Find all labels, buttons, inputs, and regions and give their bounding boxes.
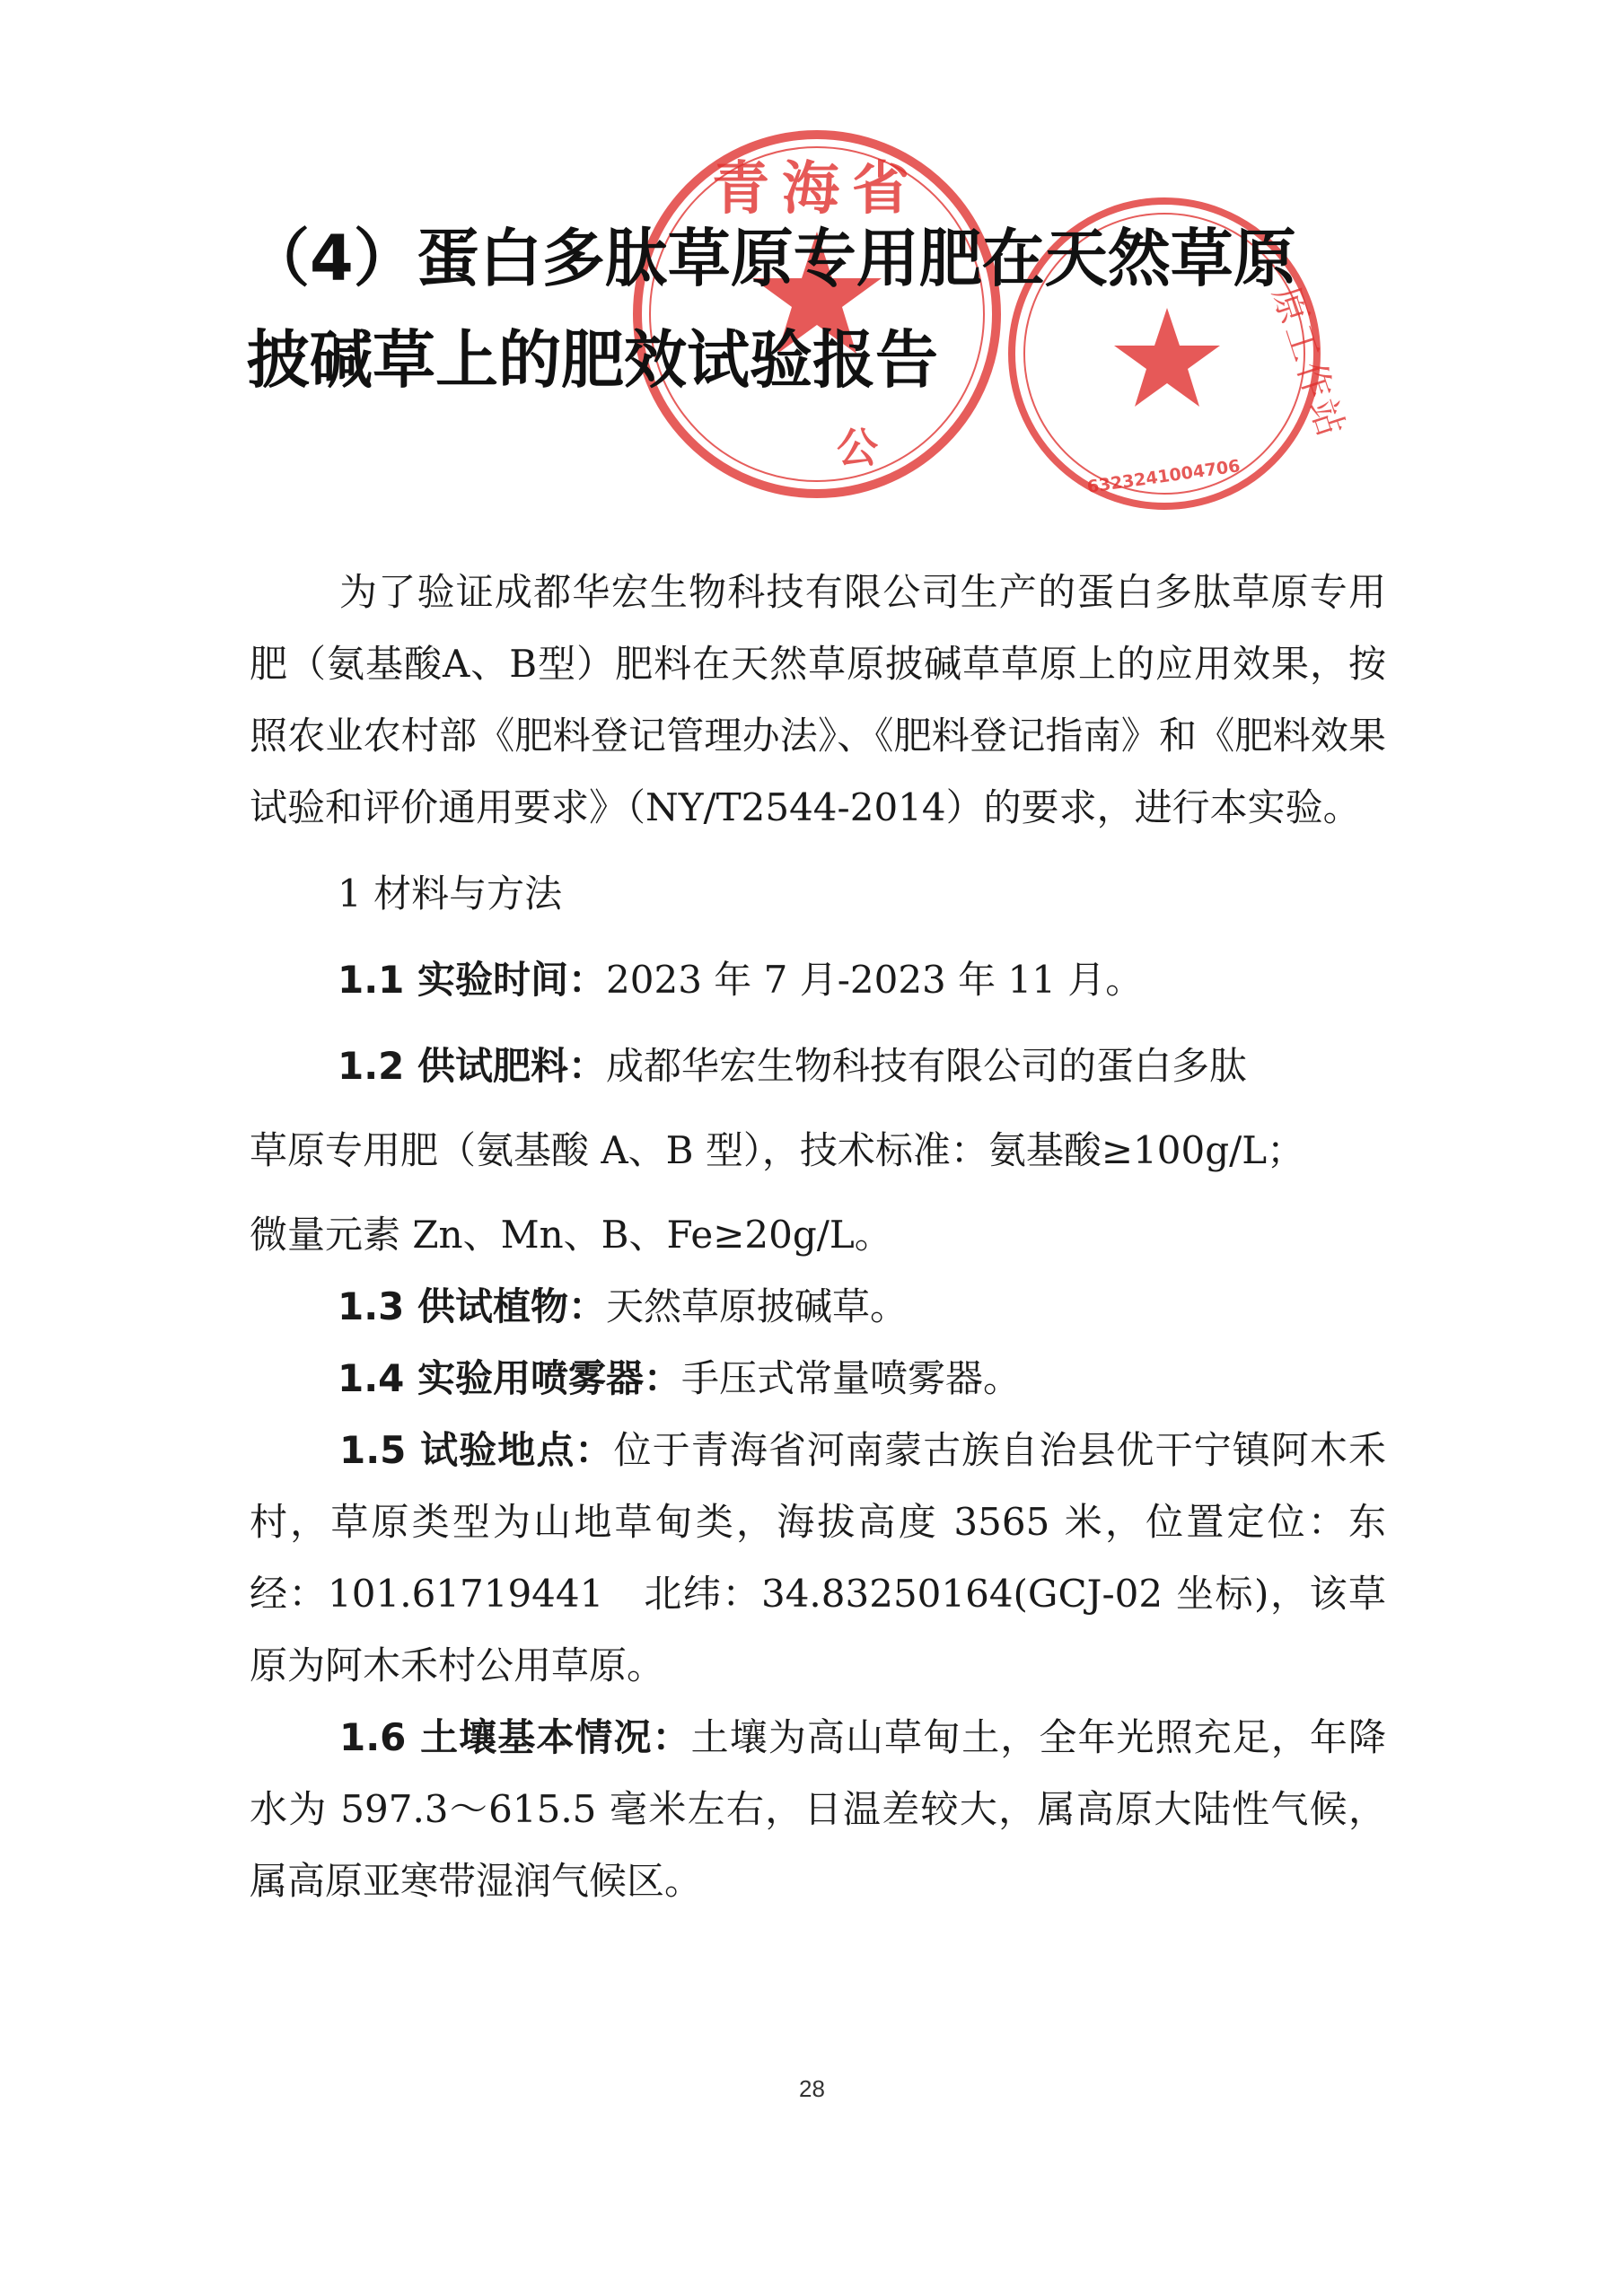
item-1-4-text: 手压式常量喷雾器。 bbox=[681, 1356, 1022, 1400]
item-1-5-label: 1.5 试验地点： bbox=[339, 1428, 614, 1472]
item-1-6-label: 1.6 土壤基本情况： bbox=[339, 1715, 691, 1759]
title-line-1: （4）蛋白多肽草原专用肥在天然草原 bbox=[247, 222, 1296, 295]
seal-text-bottom: 公 bbox=[837, 424, 878, 472]
item-1-3-label: 1.3 供试植物： bbox=[338, 1284, 607, 1328]
item-1-2-text-1: 成都华宏生物科技有限公司的蛋白多肽 bbox=[606, 1044, 1248, 1088]
item-1-5-text: 位于青海省河南蒙古族自治县优干宁镇阿木禾村，草原类型为山地草甸类，海拔高度 3565 米，位置定位：东经：101.61719441 北纬：34.83250164(GCJ-02 坐标)，该草原为阿木禾村公用草原。 bbox=[250, 1428, 1386, 1687]
item-1-4-label: 1.4 实验用喷雾器： bbox=[338, 1356, 682, 1400]
item-1-1-label: 1.1 实验时间： bbox=[338, 958, 607, 1002]
item-1-6 bbox=[250, 1702, 1386, 1917]
page-number: 28 bbox=[799, 2075, 825, 2102]
title-line-2: 披碱草上的肥效试验报告 bbox=[247, 323, 938, 397]
report-body bbox=[250, 556, 1386, 1917]
item-1-4 bbox=[250, 1343, 1386, 1415]
item-1-3-text: 天然草原披碱草。 bbox=[606, 1284, 909, 1328]
intro-paragraph: 为了验证成都华宏生物科技有限公司生产的蛋白多肽草原专用肥（氨基酸A、B型）肥料在天然草原披碱草草原上的应用效果，按照农业农村部《肥料登记管理办法》、《肥料登记指南》和《肥料效果试验和评价通用要求》（NY/T2544-2014）的要求，进行本实验。 bbox=[250, 570, 1386, 829]
item-1-5 bbox=[250, 1415, 1386, 1702]
item-1-2-label: 1.2 供试肥料： bbox=[338, 1044, 607, 1088]
report-title bbox=[247, 208, 1414, 411]
section-heading-1: 1 材料与方法 bbox=[338, 872, 563, 916]
seal-text-top: 青海省 bbox=[712, 155, 922, 223]
item-1-2-text-2: 草原专用肥（氨基酸 A、B 型），技术标准：氨基酸≥100g/L； bbox=[250, 1128, 1305, 1172]
item-1-2 bbox=[250, 1030, 1386, 1271]
item-1-1 bbox=[250, 944, 1386, 1016]
seal-number: 6323241004706 bbox=[1085, 456, 1242, 497]
item-1-3 bbox=[250, 1271, 1386, 1343]
item-1-1-text: 2023 年 7 月-2023 年 11 月。 bbox=[606, 958, 1144, 1002]
seal-text-side: 原工作站 bbox=[1264, 281, 1353, 445]
item-1-6-text: 土壤为高山草甸土，全年光照充足，年降水为 597.3～615.5 毫米左右，日温差较大，属高原大陆性气候，属高原亚寒带湿润气候区。 bbox=[250, 1715, 1386, 1903]
item-1-2-text-3: 微量元素 Zn、Mn、B、Fe≥20g/L。 bbox=[250, 1213, 892, 1257]
